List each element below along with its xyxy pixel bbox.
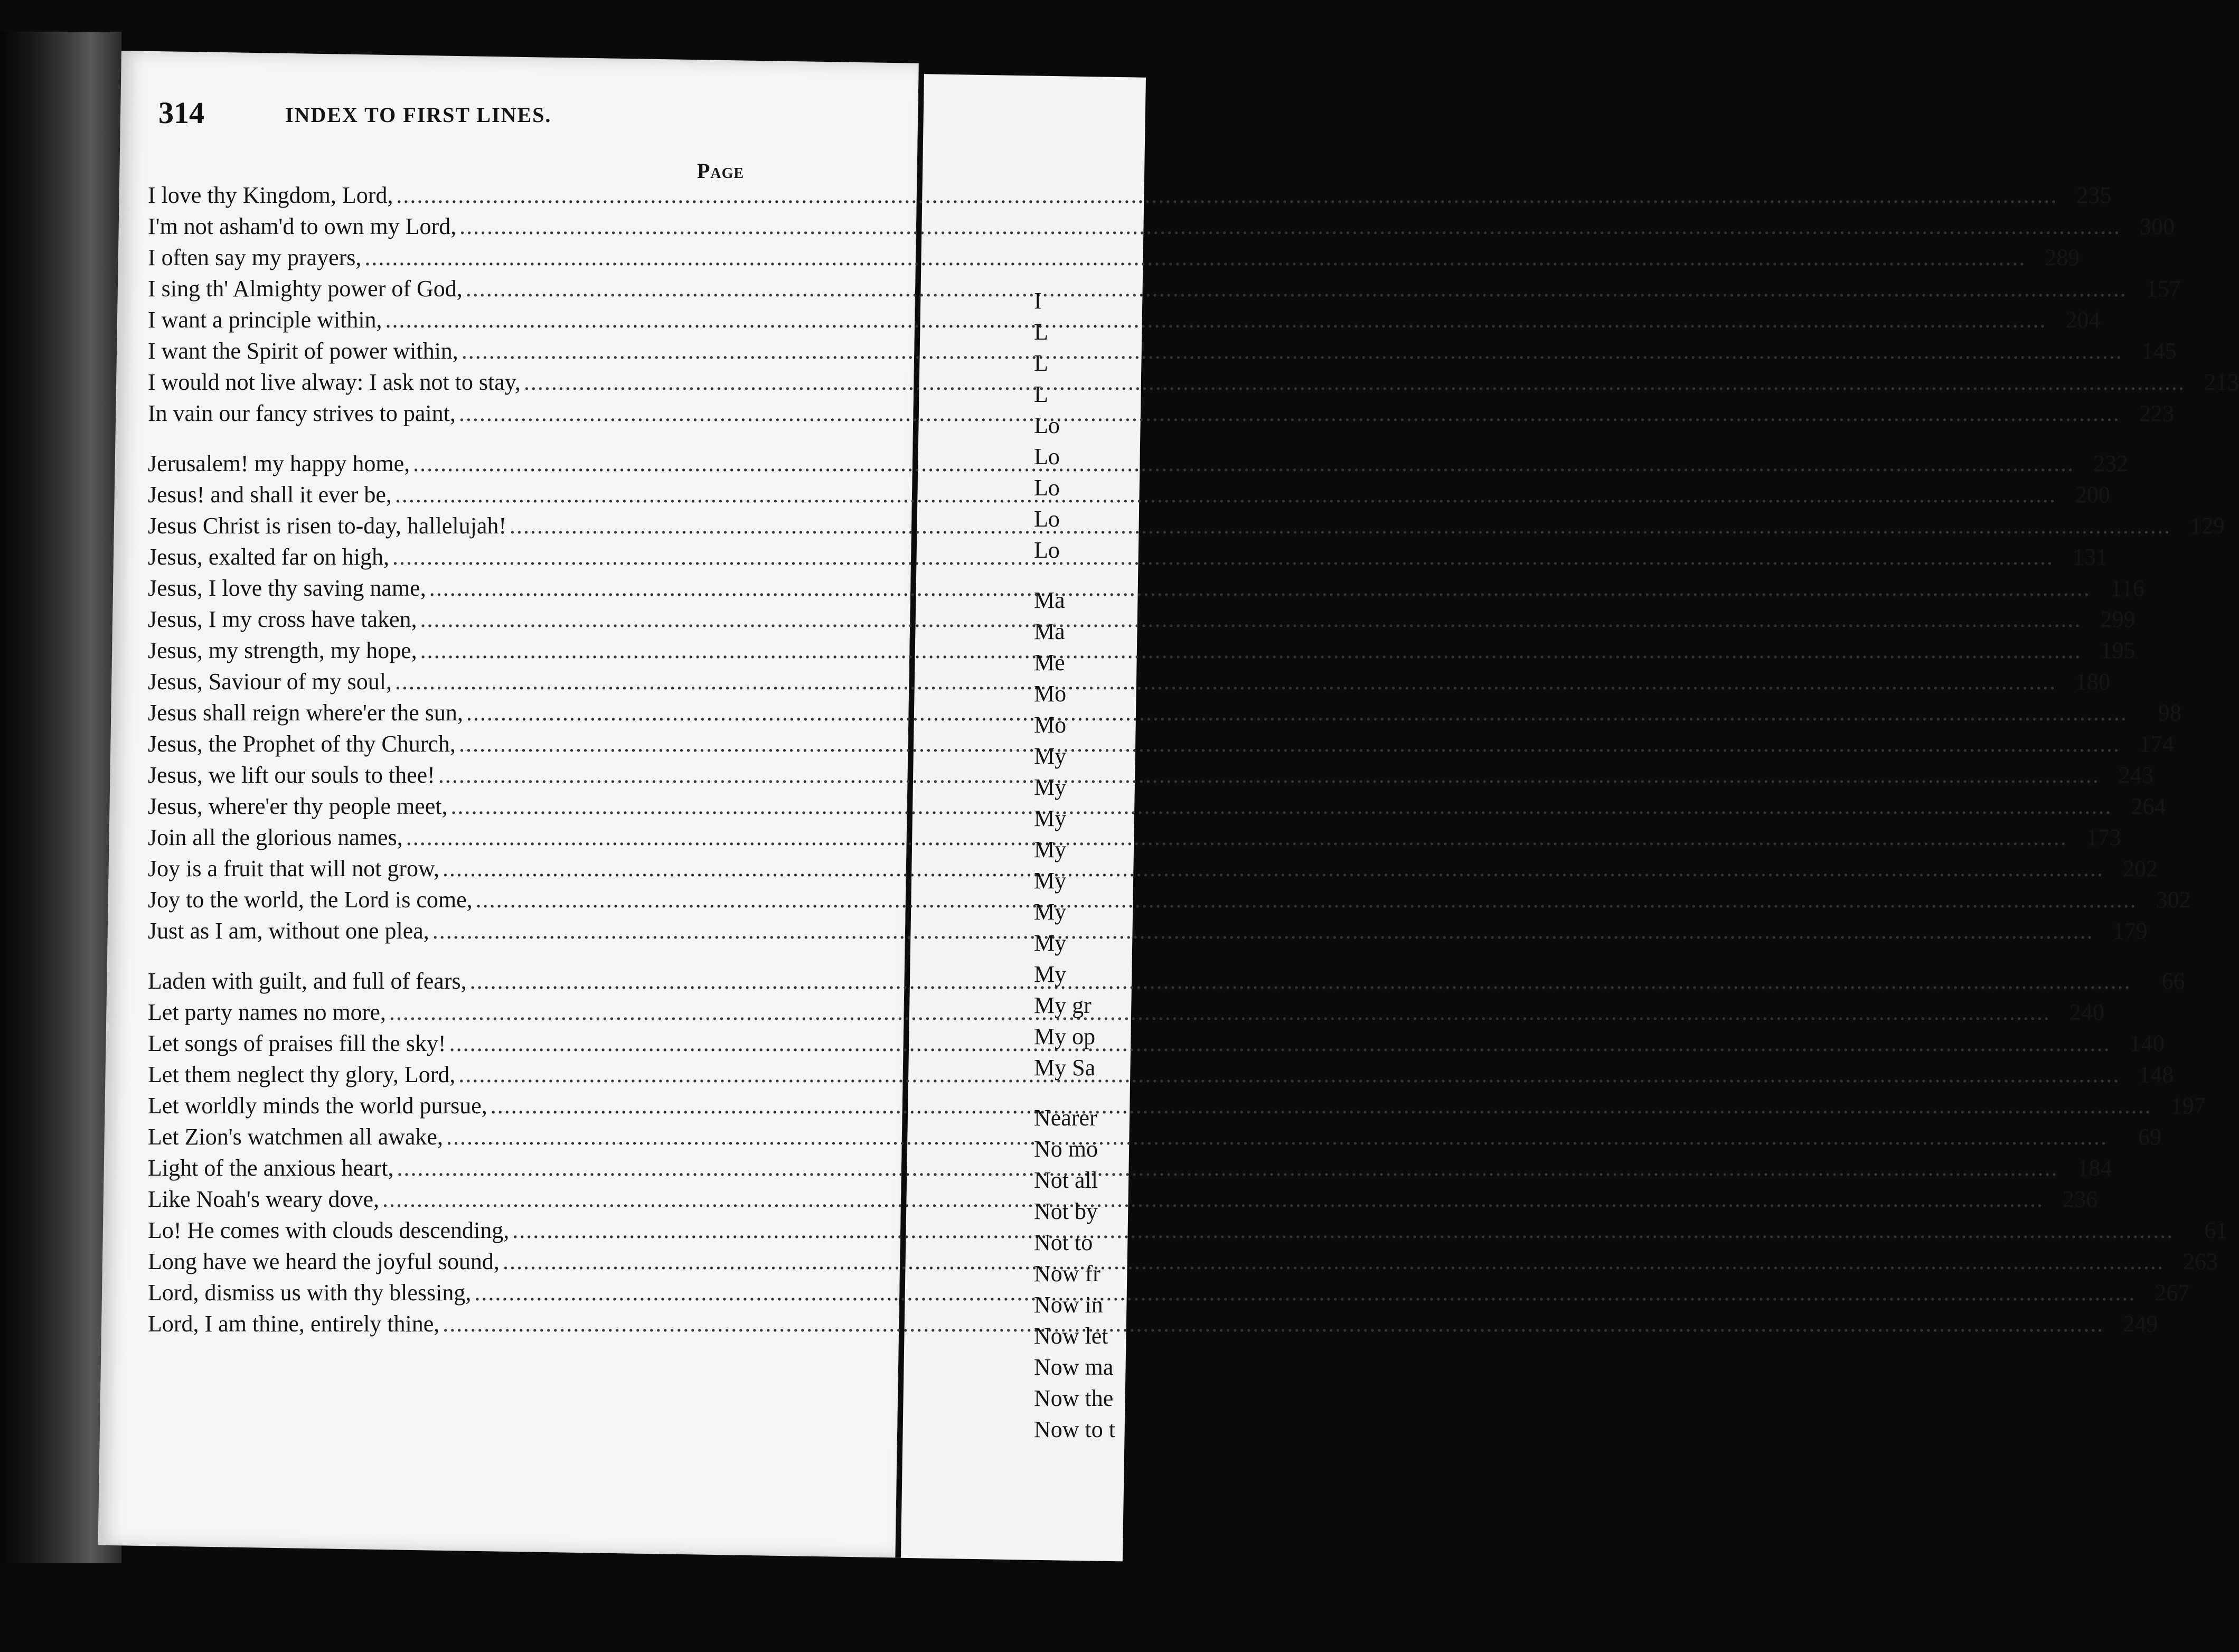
hymn-page-number: 223 bbox=[2139, 400, 2174, 426]
cut-off-entry-fragment: Lo bbox=[1034, 444, 1060, 470]
cut-off-entry-fragment: Lo bbox=[1034, 475, 1060, 501]
index-entry bbox=[148, 242, 2080, 273]
hymn-page-number: 195 bbox=[2100, 637, 2135, 663]
first-line-text: I sing th' Almighty power of God, bbox=[148, 276, 463, 302]
hymn-page-number: 173 bbox=[2086, 824, 2121, 850]
hymn-page-number: 202 bbox=[2122, 856, 2158, 881]
cut-off-entry-fragment: Now to t bbox=[1034, 1416, 1115, 1442]
hymn-page-number: 157 bbox=[2146, 276, 2181, 302]
dot-leader bbox=[510, 510, 2171, 541]
first-line-text: Let worldly minds the world pursue, bbox=[148, 1093, 487, 1119]
first-line-text: Joy is a fruit that will not grow, bbox=[148, 856, 439, 881]
first-line-text: Lord, dismiss us with thy blessing, bbox=[148, 1280, 472, 1306]
cut-off-entry-fragment: Lo bbox=[1034, 506, 1060, 532]
hymn-page-number: 300 bbox=[2140, 213, 2175, 239]
first-line-text: Jesus, we lift our souls to thee! bbox=[148, 762, 435, 788]
dot-leader bbox=[385, 304, 2047, 335]
dot-leader bbox=[389, 997, 2050, 1028]
dot-leader bbox=[524, 367, 2185, 398]
dot-leader bbox=[459, 728, 2120, 759]
cut-off-entry-fragment: I bbox=[1034, 288, 1042, 314]
cut-off-entry-fragment: No mo bbox=[1034, 1136, 1098, 1162]
first-line-text: Let Zion's watchmen all awake, bbox=[148, 1124, 443, 1150]
hymn-page-number: 69 bbox=[2138, 1124, 2161, 1150]
dot-leader bbox=[429, 572, 2091, 604]
cut-off-entry-fragment: My bbox=[1034, 868, 1067, 894]
hymn-page-number: 179 bbox=[2112, 918, 2148, 944]
cut-off-entry-fragment: L bbox=[1034, 319, 1048, 345]
hymn-page-number: 263 bbox=[2182, 1249, 2218, 1274]
cut-off-entry-fragment: My bbox=[1034, 774, 1067, 800]
dot-leader bbox=[474, 1277, 2135, 1308]
cut-off-entry-fragment: Not to bbox=[1034, 1229, 1093, 1255]
first-line-text: Let them neglect thy glory, Lord, bbox=[148, 1062, 456, 1087]
first-line-text: Jesus, my strength, my hope, bbox=[148, 637, 417, 663]
first-line-text: Jesus, where'er thy people meet, bbox=[148, 793, 448, 819]
cut-off-entry-fragment: My Sa bbox=[1034, 1055, 1096, 1081]
cut-off-entry-fragment: Mo bbox=[1034, 712, 1067, 738]
cut-off-entry-fragment: My bbox=[1034, 961, 1067, 987]
hymn-page-number: 116 bbox=[2110, 575, 2144, 601]
first-line-text: I love thy Kingdom, Lord, bbox=[148, 182, 393, 208]
dot-leader bbox=[392, 541, 2054, 572]
first-line-text: I'm not asham'd to own my Lord, bbox=[148, 213, 457, 239]
dot-leader bbox=[459, 398, 2120, 429]
dot-leader bbox=[395, 479, 2056, 510]
dot-leader bbox=[420, 604, 2082, 635]
hymn-page-number: 302 bbox=[2156, 887, 2191, 913]
cut-off-entry-fragment: Not all bbox=[1034, 1167, 1098, 1193]
hymn-page-number: 213 bbox=[2204, 369, 2239, 395]
cut-off-entry-fragment: Lo bbox=[1034, 537, 1060, 563]
hymn-page-number: 140 bbox=[2129, 1030, 2165, 1056]
first-line-text: Joy to the world, the Lord is come, bbox=[148, 887, 473, 913]
right-page-fragments bbox=[1034, 285, 1115, 1445]
index-group bbox=[148, 180, 2239, 429]
cut-off-entry-fragment: Ma bbox=[1034, 587, 1065, 613]
group-gap bbox=[1034, 566, 1107, 585]
first-line-text: Jesus! and shall it ever be, bbox=[148, 482, 392, 508]
first-line-text: Jesus, Saviour of my soul, bbox=[148, 669, 392, 694]
first-line-text: I want a principle within, bbox=[148, 307, 382, 333]
dot-leader bbox=[491, 1090, 2152, 1121]
index-entry bbox=[148, 180, 2112, 211]
hymn-page-number: 129 bbox=[2190, 513, 2225, 539]
dot-leader bbox=[466, 273, 2127, 304]
cut-off-entry-fragment: Nearer bbox=[1034, 1105, 1097, 1131]
dot-leader bbox=[397, 1152, 2058, 1184]
cut-off-entry-fragment: Now let bbox=[1034, 1323, 1108, 1349]
first-line-text: Jesus, I my cross have taken, bbox=[148, 606, 417, 632]
first-line-text: Laden with guilt, and full of fears, bbox=[148, 968, 467, 994]
cut-off-entry-fragment: My bbox=[1034, 930, 1067, 956]
cut-off-entry-fragment: Ma bbox=[1034, 618, 1065, 644]
hymn-page-number: 236 bbox=[2063, 1186, 2098, 1212]
hymn-page-number: 243 bbox=[2118, 762, 2153, 788]
dot-leader bbox=[395, 666, 2056, 697]
hymn-page-number: 204 bbox=[2065, 307, 2101, 333]
hymn-page-number: 180 bbox=[2075, 669, 2110, 694]
dot-leader bbox=[462, 335, 2123, 367]
hymn-page-number: 249 bbox=[2123, 1311, 2158, 1337]
first-line-text: Jesus, exalted far on high, bbox=[148, 544, 389, 570]
dot-leader bbox=[449, 1028, 2111, 1059]
dot-leader bbox=[443, 853, 2104, 884]
cut-off-entry-fragment: My bbox=[1034, 899, 1067, 925]
dot-leader bbox=[443, 1308, 2104, 1339]
dot-leader bbox=[451, 791, 2112, 822]
first-line-text: Join all the glorious names, bbox=[148, 824, 403, 850]
dot-leader bbox=[432, 915, 2094, 946]
dot-leader bbox=[470, 965, 2131, 997]
hymn-page-number: 66 bbox=[2161, 968, 2185, 994]
hymn-page-number: 289 bbox=[2045, 245, 2080, 270]
hymn-page-number: 235 bbox=[2076, 182, 2112, 208]
dot-leader bbox=[466, 697, 2128, 728]
cut-off-entry-fragment: My bbox=[1034, 743, 1067, 769]
hymn-page-number: 145 bbox=[2141, 338, 2177, 364]
index-entry bbox=[148, 273, 2181, 304]
hymn-page-number: 184 bbox=[2077, 1155, 2112, 1181]
dot-leader bbox=[364, 242, 2026, 273]
index-entry bbox=[148, 367, 2239, 398]
group-gap bbox=[1034, 1083, 1107, 1102]
first-line-text: Jesus, the Prophet of thy Church, bbox=[148, 731, 456, 757]
dot-leader bbox=[438, 759, 2100, 791]
first-line-text: Light of the anxious heart, bbox=[148, 1155, 394, 1181]
first-line-text: Lord, I am thine, entirely thine, bbox=[148, 1311, 440, 1337]
hymn-page-number: 98 bbox=[2158, 700, 2181, 726]
dot-leader bbox=[446, 1121, 2108, 1152]
hymn-page-number: 240 bbox=[2069, 999, 2104, 1025]
hymn-page-number: 264 bbox=[2131, 793, 2166, 819]
first-line-text: Jesus Christ is risen to-day, hallelujah! bbox=[148, 513, 507, 539]
dot-leader bbox=[459, 211, 2121, 242]
index-entry bbox=[148, 304, 2101, 335]
first-line-text: Long have we heard the joyful sound, bbox=[148, 1249, 500, 1274]
dot-leader bbox=[413, 448, 2074, 479]
cut-off-entry-fragment: L bbox=[1034, 381, 1048, 407]
first-line-text: I would not live alway: I ask not to stay, bbox=[148, 369, 521, 395]
hymn-page-number: 232 bbox=[2093, 450, 2129, 476]
cut-off-entry-fragment: My gr bbox=[1034, 992, 1092, 1018]
first-line-text: I often say my prayers, bbox=[148, 245, 362, 270]
first-line-text: Jesus, I love thy saving name, bbox=[148, 575, 426, 601]
dot-leader bbox=[382, 1184, 2044, 1215]
cut-off-entry-fragment: Mo bbox=[1034, 681, 1067, 707]
index-entry bbox=[148, 335, 2177, 367]
hymn-page-number: 267 bbox=[2155, 1280, 2190, 1306]
dot-leader bbox=[503, 1246, 2164, 1277]
cut-off-entry-fragment: L bbox=[1034, 350, 1048, 376]
hymn-page-number: 131 bbox=[2073, 544, 2108, 570]
cut-off-entry-fragment: Me bbox=[1034, 650, 1065, 675]
first-line-text: Just as I am, without one plea, bbox=[148, 918, 429, 944]
page-title: INDEX TO FIRST LINES. bbox=[285, 103, 552, 127]
page-header bbox=[158, 95, 739, 137]
cut-off-entry-fragment: My bbox=[1034, 805, 1067, 831]
hymn-page-number: 299 bbox=[2100, 606, 2135, 632]
cut-off-entry-fragment: Not by bbox=[1034, 1198, 1098, 1224]
first-line-text: Lo! He comes with clouds descending, bbox=[148, 1217, 510, 1243]
page-number: 314 bbox=[158, 96, 204, 130]
cut-off-entry-fragment: Now in bbox=[1034, 1292, 1103, 1318]
first-line-text: In vain our fancy strives to paint, bbox=[148, 400, 456, 426]
first-line-text: Let songs of praises fill the sky! bbox=[148, 1030, 446, 1056]
dot-leader bbox=[512, 1215, 2174, 1246]
hymn-page-number: 61 bbox=[2204, 1217, 2228, 1243]
cut-off-entry-fragment: My op bbox=[1034, 1024, 1096, 1049]
first-line-text: Jesus shall reign where'er the sun, bbox=[148, 700, 463, 726]
cut-off-entry-fragment: Now ma bbox=[1034, 1354, 1114, 1380]
cut-off-entry-fragment: Now fr bbox=[1034, 1261, 1100, 1287]
hymn-page-number: 174 bbox=[2139, 731, 2174, 757]
first-line-text: Let party names no more, bbox=[148, 999, 386, 1025]
dot-leader bbox=[458, 1059, 2120, 1090]
index-entry bbox=[148, 211, 2175, 242]
hymn-page-number: 197 bbox=[2170, 1093, 2206, 1119]
dot-leader bbox=[476, 884, 2137, 915]
first-line-text: I want the Spirit of power within, bbox=[148, 338, 458, 364]
dot-leader bbox=[406, 822, 2067, 853]
dot-leader bbox=[396, 180, 2057, 211]
cut-off-entry-fragment: Lo bbox=[1034, 412, 1060, 438]
hymn-page-number: 148 bbox=[2139, 1062, 2174, 1087]
first-line-text: Like Noah's weary dove, bbox=[148, 1186, 380, 1212]
hymn-page-number: 200 bbox=[2075, 482, 2110, 508]
dot-leader bbox=[420, 635, 2082, 666]
page-column-label: Page bbox=[697, 159, 745, 183]
cut-off-entry-fragment: My bbox=[1034, 837, 1067, 862]
first-line-text: Jerusalem! my happy home, bbox=[148, 450, 410, 476]
cut-off-entry-fragment: Now the bbox=[1034, 1385, 1114, 1411]
